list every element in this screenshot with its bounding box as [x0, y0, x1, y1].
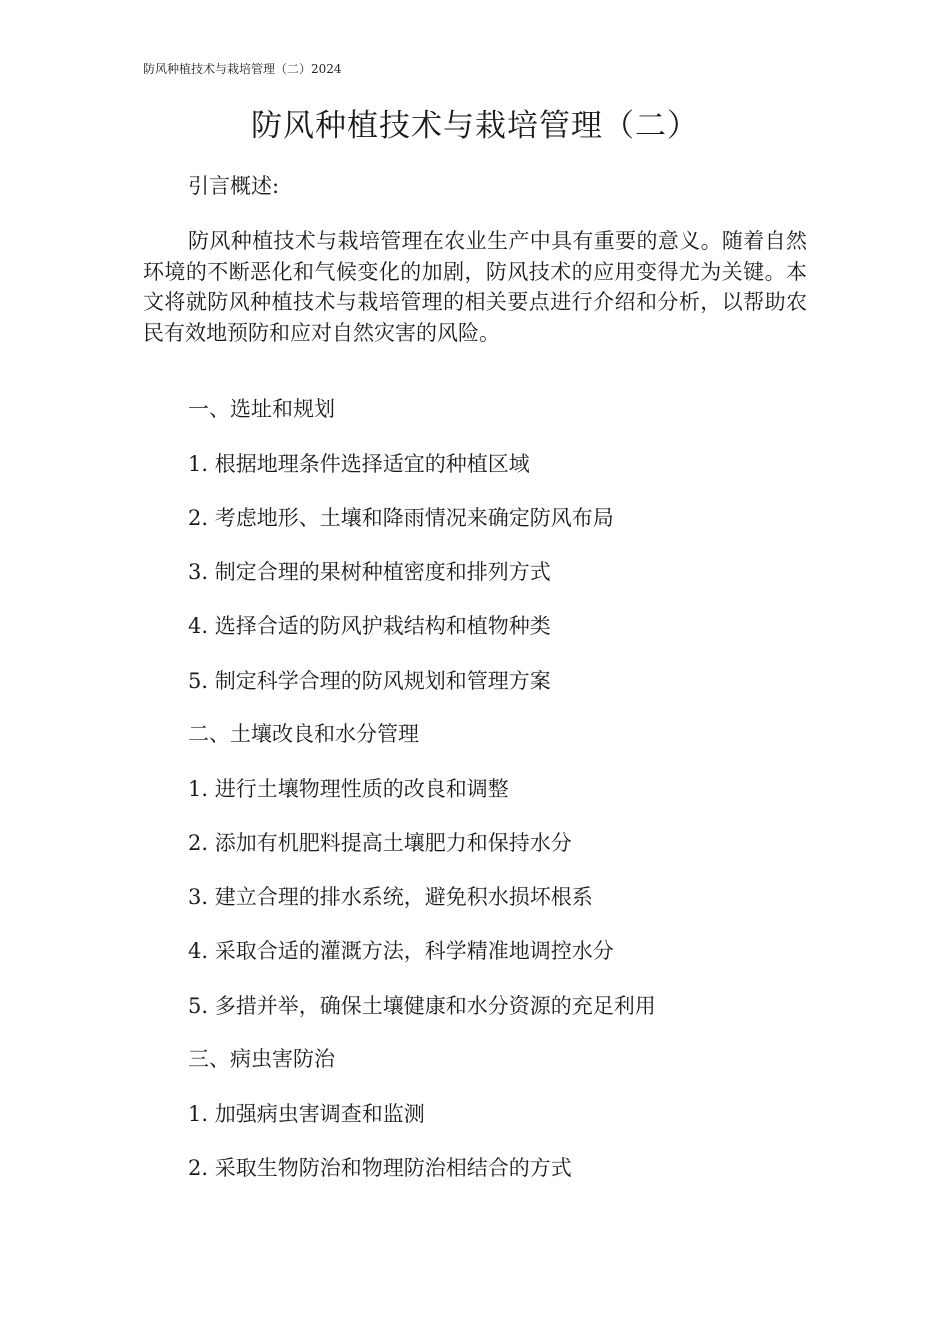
- list-item: 5. 制定科学合理的防风规划和管理方案: [188, 669, 551, 693]
- list-item: 1. 加强病虫害调查和监测: [188, 1102, 425, 1126]
- list-item: 4. 采取合适的灌溉方法，科学精准地调控水分: [188, 939, 614, 963]
- list-item: 1. 根据地理条件选择适宜的种植区域: [188, 452, 530, 476]
- section-heading-pest-control: 三、病虫害防治: [188, 1047, 335, 1071]
- running-header: 防风种植技术与栽培管理（二）2024: [143, 62, 342, 76]
- document-title: 防风种植技术与栽培管理（二）: [251, 108, 699, 144]
- intro-paragraph: 防风种植技术与栽培管理在农业生产中具有重要的意义。随着自然环境的不断恶化和气候变化的加剧，防风技术的应用变得尤为关键。本文将就防风种植技术与栽培管理的相关要点进行介绍和分析，以帮助农民有效地预防和应对自然灾害的风险。: [143, 229, 807, 345]
- list-item: 2. 考虑地形、土壤和降雨情况来确定防风布局: [188, 506, 614, 530]
- list-item: 3. 制定合理的果树种植密度和排列方式: [188, 560, 551, 584]
- section-heading-site-selection: 一、选址和规划: [188, 397, 335, 421]
- intro-heading: 引言概述:: [188, 174, 280, 198]
- list-item: 1. 进行土壤物理性质的改良和调整: [188, 777, 509, 801]
- section-heading-soil-water: 二、土壤改良和水分管理: [188, 722, 419, 746]
- list-item: 4. 选择合适的防风护栽结构和植物种类: [188, 614, 551, 638]
- list-item: 3. 建立合理的排水系统，避免积水损坏根系: [188, 885, 593, 909]
- list-item: 2. 采取生物防治和物理防治相结合的方式: [188, 1156, 572, 1180]
- list-item: 5. 多措并举，确保土壤健康和水分资源的充足利用: [188, 994, 656, 1018]
- list-item: 2. 添加有机肥料提高土壤肥力和保持水分: [188, 831, 572, 855]
